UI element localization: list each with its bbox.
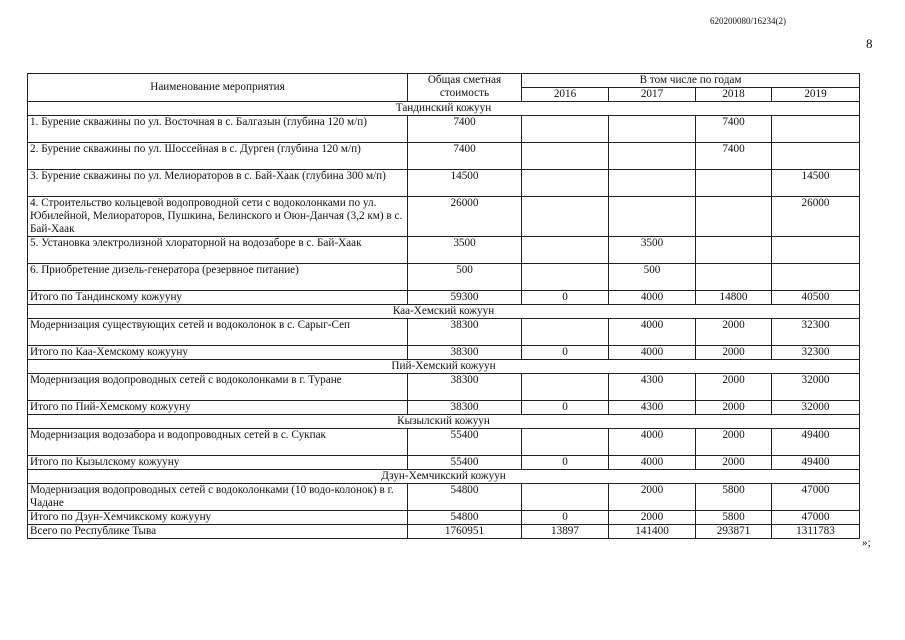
row-name-cell: Модернизация водопроводных сетей с водоколонками (10 водо-колонок) в г. Чадане — [28, 484, 408, 511]
total-y2017-cell: 4300 — [609, 401, 696, 415]
total-y2018-cell: 2000 — [696, 456, 772, 470]
total-y2016-cell: 0 — [522, 346, 609, 360]
row-y2017-cell: 500 — [609, 264, 696, 291]
row-total-cell: 38300 — [408, 374, 522, 401]
row-y2018-cell — [696, 197, 772, 237]
section-header-row — [28, 102, 860, 116]
row-total-cell: 500 — [408, 264, 522, 291]
row-y2017-cell — [609, 143, 696, 170]
row-y2019-cell: 32300 — [772, 319, 860, 346]
header-total-cell — [408, 74, 522, 102]
section-header-row — [28, 470, 860, 484]
table-row — [28, 374, 860, 401]
header-years-group: В том числе по годам — [522, 74, 860, 88]
row-total-cell: 54800 — [408, 484, 522, 511]
closing-mark: »; — [862, 537, 871, 549]
row-y2016-cell — [522, 237, 609, 264]
header-total-line1: Общая сметная — [427, 74, 502, 86]
row-name-cell: 6. Приобретение дизель-генератора (резервное питание) — [28, 264, 408, 291]
total-y2018-cell: 14800 — [696, 291, 772, 305]
section-total-row — [28, 291, 860, 305]
row-y2016-cell — [522, 143, 609, 170]
total-y2017-cell: 2000 — [609, 511, 696, 525]
total-y2019-cell: 32300 — [772, 346, 860, 360]
section-title: Пий-Хемский кожуун — [28, 360, 860, 374]
total-name-cell: Итого по Кызылскому кожууну — [28, 456, 408, 470]
row-y2018-cell: 7400 — [696, 116, 772, 143]
row-y2016-cell — [522, 429, 609, 456]
row-y2018-cell: 2000 — [696, 374, 772, 401]
row-y2018-cell — [696, 237, 772, 264]
row-y2016-cell — [522, 374, 609, 401]
header-row — [28, 74, 860, 88]
row-total-cell: 14500 — [408, 170, 522, 197]
table-row — [28, 197, 860, 237]
budget-table — [27, 73, 860, 539]
total-y2017-cell: 4000 — [609, 291, 696, 305]
row-y2019-cell: 47000 — [772, 484, 860, 511]
total-y2019-cell: 32000 — [772, 401, 860, 415]
table-row — [28, 116, 860, 143]
row-y2017-cell — [609, 170, 696, 197]
total-y2019-cell: 49400 — [772, 456, 860, 470]
table-row — [28, 264, 860, 291]
total-total-cell: 55400 — [408, 456, 522, 470]
total-name-cell: Итого по Пий-Хемскому кожууну — [28, 401, 408, 415]
grand-total-y2018-cell: 293871 — [696, 525, 772, 539]
section-title: Кызылский кожуун — [28, 415, 860, 429]
row-y2019-cell — [772, 237, 860, 264]
total-y2016-cell: 0 — [522, 291, 609, 305]
row-name-cell: Модернизация существующих сетей и водоколонок в с. Сарыг-Сеп — [28, 319, 408, 346]
row-y2016-cell — [522, 116, 609, 143]
row-y2019-cell: 14500 — [772, 170, 860, 197]
section-header-row — [28, 415, 860, 429]
row-y2018-cell: 2000 — [696, 319, 772, 346]
total-y2018-cell: 2000 — [696, 346, 772, 360]
row-y2016-cell — [522, 264, 609, 291]
row-total-cell: 26000 — [408, 197, 522, 237]
row-y2019-cell — [772, 264, 860, 291]
total-y2016-cell: 0 — [522, 456, 609, 470]
total-y2018-cell: 2000 — [696, 401, 772, 415]
section-title: Дзун-Хемчикский кожуун — [28, 470, 860, 484]
table-row — [28, 143, 860, 170]
header-year-2016: 2016 — [522, 88, 609, 102]
row-y2016-cell — [522, 484, 609, 511]
total-y2016-cell: 0 — [522, 511, 609, 525]
grand-total-name-cell: Всего по Республике Тыва — [28, 525, 408, 539]
row-y2018-cell: 7400 — [696, 143, 772, 170]
row-y2016-cell — [522, 197, 609, 237]
row-name-cell: 5. Установка электролизной хлораторной на водозаборе в с. Бай-Хаак — [28, 237, 408, 264]
section-total-row — [28, 511, 860, 525]
total-total-cell: 38300 — [408, 346, 522, 360]
grand-total-row — [28, 525, 860, 539]
total-y2018-cell: 5800 — [696, 511, 772, 525]
section-title: Тандинский кожуун — [28, 102, 860, 116]
header-name-cell: Наименование мероприятия — [28, 74, 408, 102]
row-name-cell: 1. Бурение скважины по ул. Восточная в с. Балгазын (глубина 120 м/п) — [28, 116, 408, 143]
row-y2018-cell: 5800 — [696, 484, 772, 511]
table-row — [28, 237, 860, 264]
row-name-cell: 4. Строительство кольцевой водопроводной сети с водоколонками по ул. Юбилейной, Мелиораторов, Пушкина, Белинского и Оюн-Данчая (3,2 км) в с. Бай-Хаак — [28, 197, 408, 237]
row-y2016-cell — [522, 319, 609, 346]
row-total-cell: 38300 — [408, 319, 522, 346]
row-name-cell: 2. Бурение скважины по ул. Шоссейная в с. Дурген (глубина 120 м/п) — [28, 143, 408, 170]
header-year-2018: 2018 — [696, 88, 772, 102]
total-total-cell: 54800 — [408, 511, 522, 525]
row-y2019-cell: 32000 — [772, 374, 860, 401]
row-y2018-cell — [696, 264, 772, 291]
row-y2019-cell — [772, 116, 860, 143]
total-name-cell: Итого по Тандинскому кожууну — [28, 291, 408, 305]
row-y2019-cell: 26000 — [772, 197, 860, 237]
total-total-cell: 59300 — [408, 291, 522, 305]
row-y2017-cell: 2000 — [609, 484, 696, 511]
total-y2017-cell: 4000 — [609, 346, 696, 360]
document-id: 620200080/16234(2) — [710, 16, 786, 26]
total-y2017-cell: 4000 — [609, 456, 696, 470]
row-total-cell: 55400 — [408, 429, 522, 456]
row-y2017-cell: 4000 — [609, 319, 696, 346]
row-total-cell: 7400 — [408, 116, 522, 143]
row-total-cell: 3500 — [408, 237, 522, 264]
grand-total-y2019-cell: 1311783 — [772, 525, 860, 539]
row-y2017-cell — [609, 197, 696, 237]
section-header-row — [28, 360, 860, 374]
table-row — [28, 429, 860, 456]
row-y2017-cell: 4000 — [609, 429, 696, 456]
row-name-cell: Модернизация водопроводных сетей с водоколонками в г. Туране — [28, 374, 408, 401]
section-total-row — [28, 456, 860, 470]
total-y2016-cell: 0 — [522, 401, 609, 415]
section-total-row — [28, 346, 860, 360]
row-y2018-cell — [696, 170, 772, 197]
section-title: Каа-Хемский кожуун — [28, 305, 860, 319]
row-name-cell: Модернизация водозабора и водопроводных сетей в с. Сукпак — [28, 429, 408, 456]
row-name-cell: 3. Бурение скважины по ул. Мелиораторов в с. Бай-Хаак (глубина 300 м/п) — [28, 170, 408, 197]
row-y2017-cell: 3500 — [609, 237, 696, 264]
total-y2019-cell: 47000 — [772, 511, 860, 525]
section-total-row — [28, 401, 860, 415]
section-header-row — [28, 305, 860, 319]
row-y2016-cell — [522, 170, 609, 197]
total-total-cell: 38300 — [408, 401, 522, 415]
table-row — [28, 484, 860, 511]
row-y2019-cell — [772, 143, 860, 170]
table-row — [28, 170, 860, 197]
row-total-cell: 7400 — [408, 143, 522, 170]
header-total-line2: стоимость — [439, 87, 490, 99]
total-name-cell: Итого по Каа-Хемскому кожууну — [28, 346, 408, 360]
header-year-2019: 2019 — [772, 88, 860, 102]
header-year-2017: 2017 — [609, 88, 696, 102]
row-y2017-cell: 4300 — [609, 374, 696, 401]
grand-total-y2017-cell: 141400 — [609, 525, 696, 539]
grand-total-y2016-cell: 13897 — [522, 525, 609, 539]
row-y2018-cell: 2000 — [696, 429, 772, 456]
total-name-cell: Итого по Дзун-Хемчикскому кожууну — [28, 511, 408, 525]
grand-total-total-cell: 1760951 — [408, 525, 522, 539]
total-y2019-cell: 40500 — [772, 291, 860, 305]
row-y2017-cell — [609, 116, 696, 143]
page-number: 8 — [866, 36, 873, 51]
row-y2019-cell: 49400 — [772, 429, 860, 456]
table-row — [28, 319, 860, 346]
